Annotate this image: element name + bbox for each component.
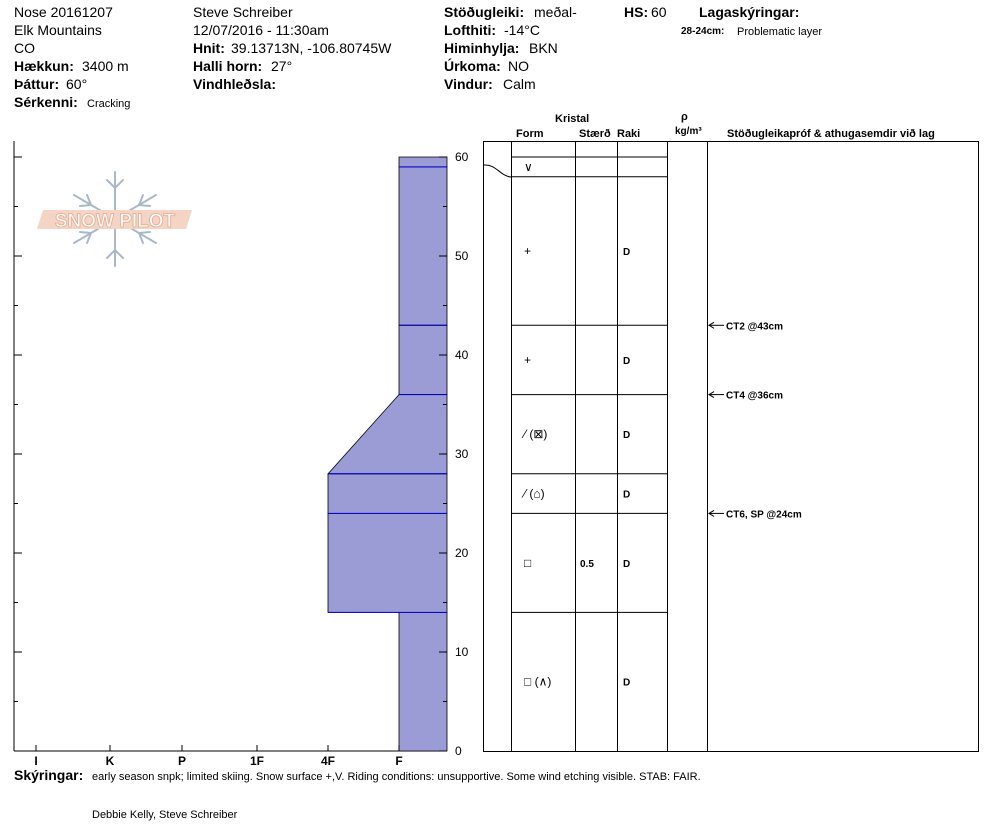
surface-curve xyxy=(484,165,511,177)
moisture-header: Raki xyxy=(617,128,641,140)
snowpilot-logo xyxy=(37,172,192,266)
size-header: Stærð xyxy=(579,128,611,140)
notes-text: early season snpk; limited skiing. Snow surface +,V. Riding conditions: unsupportive. Some wind etching visible. STAB: FAIR. xyxy=(92,771,701,783)
layer-form: ⁄ (⌂) xyxy=(524,486,545,501)
svg-text:SNOW PILOT: SNOW PILOT xyxy=(54,211,176,232)
layer-form: ∨ xyxy=(524,159,533,174)
mountain-range: Elk Mountains xyxy=(14,22,102,38)
observer-name: Steve Schreiber xyxy=(193,4,293,20)
pit-name: Nose 20161207 xyxy=(14,4,113,20)
crystal-header: Kristal xyxy=(555,113,590,125)
elevation-label: Hækkun: xyxy=(14,58,74,74)
layer-form: + xyxy=(524,352,532,367)
coords-label: Hnit: xyxy=(193,40,225,56)
features-label: Sérkenni: xyxy=(14,94,78,110)
layer-form: + xyxy=(524,244,532,259)
depth-tick-label: 50 xyxy=(455,249,469,263)
layer-moisture: D xyxy=(623,489,631,501)
hs-value: 60 xyxy=(651,4,667,20)
rho-header: ρ xyxy=(681,111,688,123)
layer-table-frame xyxy=(484,141,979,752)
stability-test-label: CT4 @36cm xyxy=(726,390,783,402)
layer-form: □ xyxy=(524,555,532,570)
hardness-tick-label: I xyxy=(34,754,38,768)
notes-label: Skýringar: xyxy=(14,767,84,783)
stability-label: Stöðugleiki: xyxy=(444,4,525,20)
profile-layer-1 xyxy=(399,167,447,325)
stability-test-label: CT2 @43cm xyxy=(726,321,783,333)
hardness-profile xyxy=(328,157,447,751)
layer-moisture: D xyxy=(623,430,631,442)
layer-size: 0.5 xyxy=(580,558,594,570)
profile-layer-4 xyxy=(328,474,447,514)
hardness-tick-label: P xyxy=(177,754,187,768)
depth-tick-label: 10 xyxy=(455,645,469,659)
layer-moisture: D xyxy=(623,355,631,367)
stability-value: meðal- xyxy=(534,4,577,20)
air-temp-value: -14°C xyxy=(504,22,540,38)
slope-label: Halli horn: xyxy=(193,58,263,74)
profile-layer-3 xyxy=(328,395,447,474)
form-header: Form xyxy=(516,128,544,140)
hardness-tick-label: 1F xyxy=(249,754,265,768)
aspect-label: Þáttur: xyxy=(14,76,60,92)
wind-loading-label: Vindhleðsla: xyxy=(193,76,276,92)
wind-label: Vindur: xyxy=(444,76,493,92)
depth-tick-label: 20 xyxy=(455,546,469,560)
layer-moisture: D xyxy=(623,677,631,689)
stability-test-markers xyxy=(709,321,802,520)
features-value: Cracking xyxy=(87,98,131,110)
air-temp-label: Lofthiti: xyxy=(444,22,497,38)
depth-tick-label: 60 xyxy=(455,150,469,164)
layer-note-text: Problematic layer xyxy=(737,26,822,38)
coords-value: 39.13713N, -106.80745W xyxy=(231,40,392,56)
profile-layer-2 xyxy=(399,325,447,394)
layer-note-range: 28-24cm: xyxy=(681,26,725,37)
profile-layer-5 xyxy=(328,513,447,612)
sky-label: Himinhylja: xyxy=(444,40,520,56)
hardness-tick-label: 4F xyxy=(320,754,336,768)
hardness-tick-label: K xyxy=(105,754,115,768)
layer-moisture: D xyxy=(623,247,631,259)
layer-form: ⁄ (⊠) xyxy=(524,427,548,442)
depth-axis-left xyxy=(14,157,22,751)
hs-label: HS: xyxy=(624,4,649,20)
slope-value: 27° xyxy=(271,58,293,74)
aspect-value: 60° xyxy=(66,76,88,92)
depth-tick-label: 40 xyxy=(455,348,469,362)
layer-moisture: D xyxy=(623,558,631,570)
precip-label: Úrkoma: xyxy=(444,58,501,74)
elevation-value: 3400 m xyxy=(82,58,129,74)
stability-test-label: CT6, SP @24cm xyxy=(726,509,802,521)
profile-layer-6 xyxy=(399,612,447,751)
layer-form: □ (∧) xyxy=(524,674,552,689)
stability-tests-header: Stöðugleikapróf & athugasemdir við lag xyxy=(727,128,935,140)
wind-value: Calm xyxy=(503,76,536,92)
depth-tick-label: 30 xyxy=(455,447,469,461)
state: CO xyxy=(14,40,35,56)
profile-layer-0 xyxy=(399,157,447,167)
observers-list: Debbie Kelly, Steve Schreiber xyxy=(92,809,238,821)
hardness-axis xyxy=(34,745,402,768)
observation-datetime: 12/07/2016 - 11:30am xyxy=(193,22,329,38)
sky-value: BKN xyxy=(529,40,558,56)
density-unit-header: kg/m³ xyxy=(675,126,702,137)
layer-notes-label: Lagaskýringar: xyxy=(699,4,800,20)
precip-value: NO xyxy=(508,58,529,74)
depth-tick-label: 0 xyxy=(455,744,462,758)
hardness-tick-label: F xyxy=(395,754,403,768)
